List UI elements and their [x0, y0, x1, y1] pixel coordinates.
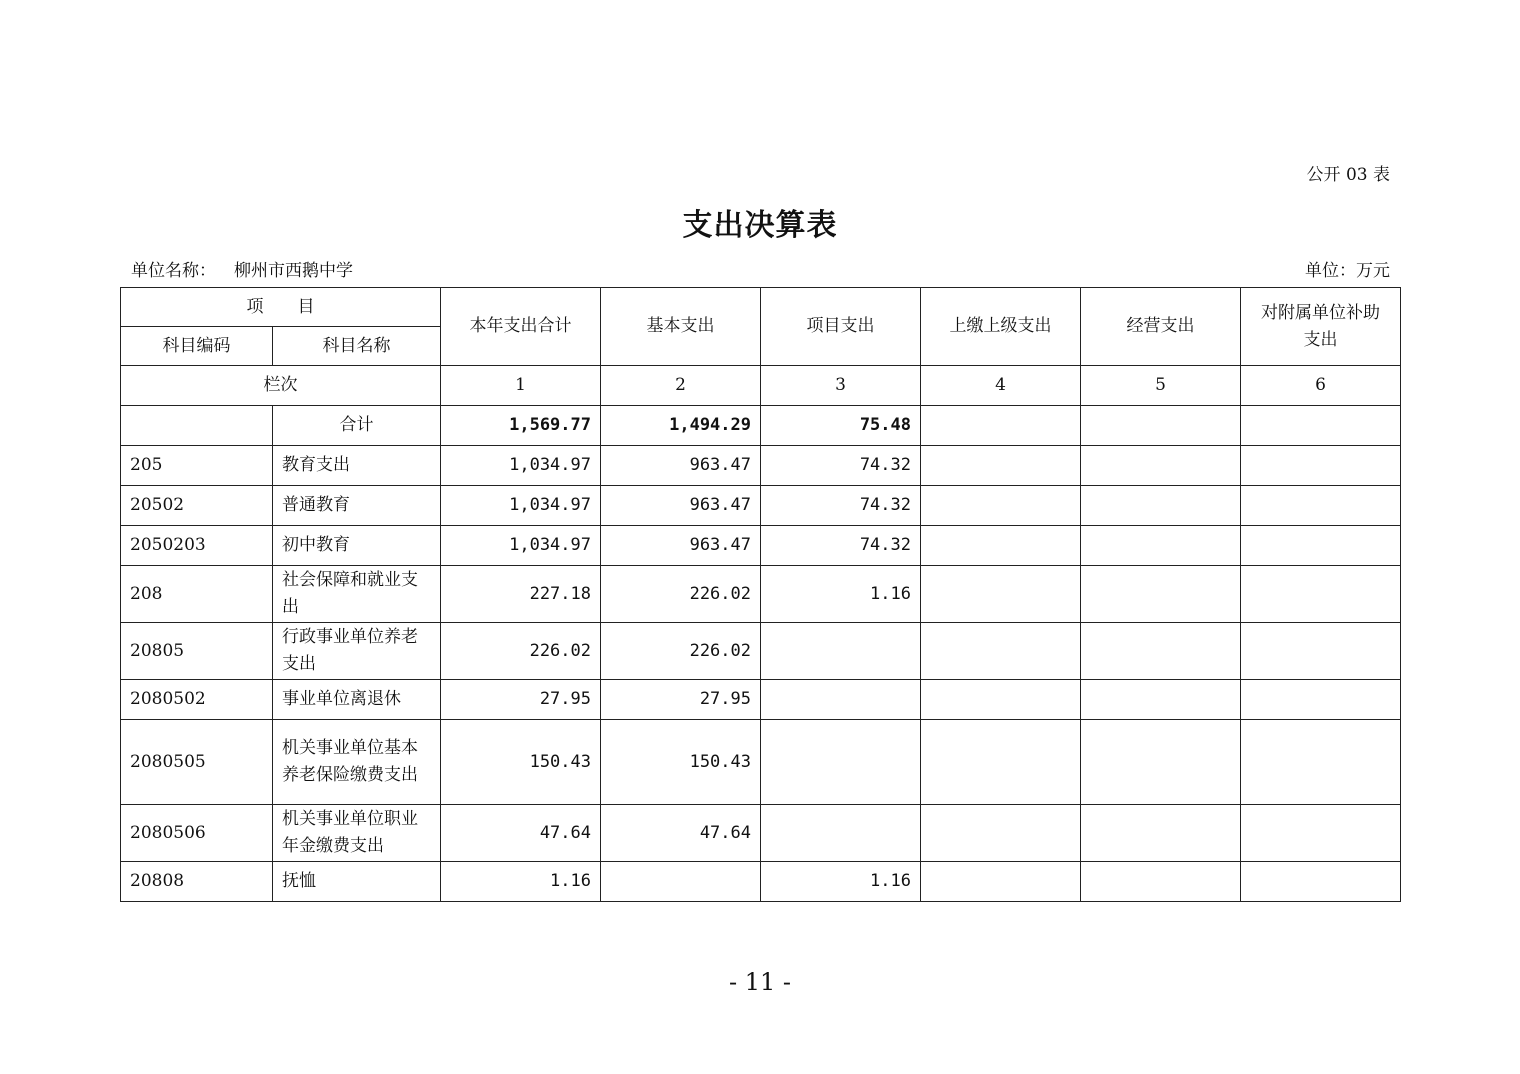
total-label: 合计 — [273, 406, 441, 446]
header-subject-code: 科目编码 — [121, 327, 273, 366]
row-upper — [921, 526, 1081, 566]
row-basic: 963.47 — [601, 526, 761, 566]
total-col5 — [1081, 406, 1241, 446]
currency-unit: 单位：万元 — [1305, 261, 1390, 281]
unit-name: 柳州市西鹅中学 — [234, 261, 353, 281]
row-upper — [921, 862, 1081, 902]
column-number: 3 — [761, 366, 921, 406]
row-upper — [921, 623, 1081, 680]
row-total: 226.02 — [441, 623, 601, 680]
row-basic: 47.64 — [601, 805, 761, 862]
row-subsidy — [1241, 623, 1401, 680]
row-business — [1081, 623, 1241, 680]
row-subsidy — [1241, 805, 1401, 862]
column-number: 4 — [921, 366, 1081, 406]
row-subsidy — [1241, 446, 1401, 486]
row-upper — [921, 680, 1081, 720]
row-name: 事业单位离退休 — [273, 680, 441, 720]
total-col3: 75.48 — [761, 406, 921, 446]
row-code: 205 — [121, 446, 273, 486]
row-basic: 963.47 — [601, 486, 761, 526]
row-project — [761, 720, 921, 805]
table-row — [121, 805, 1401, 862]
row-name: 初中教育 — [273, 526, 441, 566]
row-code: 20805 — [121, 623, 273, 680]
column-number: 5 — [1081, 366, 1241, 406]
row-basic: 963.47 — [601, 446, 761, 486]
column-index-label: 栏次 — [121, 366, 441, 406]
row-code: 2080506 — [121, 805, 273, 862]
table-row — [121, 720, 1401, 805]
row-basic: 226.02 — [601, 566, 761, 623]
row-project: 1.16 — [761, 862, 921, 902]
row-name: 社会保障和就业支出 — [273, 566, 441, 623]
row-upper — [921, 566, 1081, 623]
row-code: 20502 — [121, 486, 273, 526]
row-subsidy — [1241, 862, 1401, 902]
row-basic: 150.43 — [601, 720, 761, 805]
data-rows — [121, 446, 1401, 902]
row-name: 机关事业单位基本养老保险缴费支出 — [273, 720, 441, 805]
header-subject-name: 科目名称 — [273, 327, 441, 366]
column-number: 6 — [1241, 366, 1401, 406]
row-total: 1,034.97 — [441, 526, 601, 566]
row-project: 74.32 — [761, 446, 921, 486]
table-header — [121, 288, 1401, 406]
row-subsidy — [1241, 486, 1401, 526]
row-project — [761, 623, 921, 680]
header-col3: 项目支出 — [761, 288, 921, 366]
total-col2: 1,494.29 — [601, 406, 761, 446]
row-total: 1,034.97 — [441, 486, 601, 526]
row-business — [1081, 486, 1241, 526]
row-project: 74.32 — [761, 526, 921, 566]
row-upper — [921, 486, 1081, 526]
row-business — [1081, 862, 1241, 902]
row-business — [1081, 805, 1241, 862]
column-number: 2 — [601, 366, 761, 406]
row-business — [1081, 526, 1241, 566]
row-name: 普通教育 — [273, 486, 441, 526]
row-basic: 27.95 — [601, 680, 761, 720]
row-code: 20808 — [121, 862, 273, 902]
row-total: 1.16 — [441, 862, 601, 902]
row-name: 教育支出 — [273, 446, 441, 486]
table-row — [121, 486, 1401, 526]
table-row — [121, 862, 1401, 902]
unit-info — [131, 256, 353, 281]
header-col1: 本年支出合计 — [441, 288, 601, 366]
row-total: 47.64 — [441, 805, 601, 862]
row-name: 机关事业单位职业年金缴费支出 — [273, 805, 441, 862]
column-number: 1 — [441, 366, 601, 406]
table-row — [121, 623, 1401, 680]
row-subsidy — [1241, 566, 1401, 623]
total-col6 — [1241, 406, 1401, 446]
row-business — [1081, 566, 1241, 623]
row-code: 2080505 — [121, 720, 273, 805]
row-subsidy — [1241, 720, 1401, 805]
header-col4: 上缴上级支出 — [921, 288, 1081, 366]
header-col6: 对附属单位补助支出 — [1241, 288, 1401, 366]
total-code-cell — [121, 406, 273, 446]
row-total: 1,034.97 — [441, 446, 601, 486]
row-total: 150.43 — [441, 720, 601, 805]
row-name: 抚恤 — [273, 862, 441, 902]
row-code: 2080502 — [121, 680, 273, 720]
row-total: 27.95 — [441, 680, 601, 720]
row-subsidy — [1241, 680, 1401, 720]
table-row — [121, 566, 1401, 623]
row-total: 227.18 — [441, 566, 601, 623]
row-basic: 226.02 — [601, 623, 761, 680]
row-upper — [921, 805, 1081, 862]
page-title: 支出决算表 — [682, 208, 838, 243]
row-project: 1.16 — [761, 566, 921, 623]
row-business — [1081, 720, 1241, 805]
row-upper — [921, 720, 1081, 805]
row-business — [1081, 446, 1241, 486]
total-col4 — [921, 406, 1081, 446]
row-business — [1081, 680, 1241, 720]
row-basic — [601, 862, 761, 902]
header-item: 项 目 — [121, 288, 441, 327]
form-code: 公开 03 表 — [1306, 165, 1390, 185]
total-row — [121, 406, 1401, 446]
row-code: 208 — [121, 566, 273, 623]
row-code: 2050203 — [121, 526, 273, 566]
row-name: 行政事业单位养老支出 — [273, 623, 441, 680]
row-upper — [921, 446, 1081, 486]
row-project — [761, 680, 921, 720]
page-number: - 11 - — [728, 968, 791, 996]
header-col2: 基本支出 — [601, 288, 761, 366]
row-project: 74.32 — [761, 486, 921, 526]
table-body — [121, 406, 1401, 446]
expenditure-table — [120, 287, 1401, 902]
unit-label: 单位名称： — [131, 261, 216, 281]
row-subsidy — [1241, 526, 1401, 566]
header-col5: 经营支出 — [1081, 288, 1241, 366]
table-row — [121, 526, 1401, 566]
total-col1: 1,569.77 — [441, 406, 601, 446]
table-row — [121, 680, 1401, 720]
row-project — [761, 805, 921, 862]
table-row — [121, 446, 1401, 486]
